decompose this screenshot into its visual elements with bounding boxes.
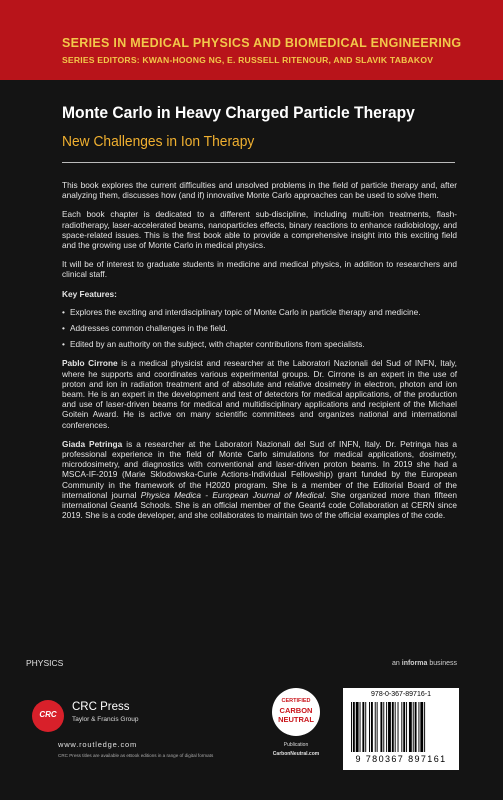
crc-logo-text: CRC — [39, 710, 57, 719]
key-features-list — [62, 307, 457, 350]
cn-publication: Publication — [283, 742, 309, 748]
key-feature-item: • Edited by an authority on the subject, with chapter contributions from specialists. — [62, 339, 457, 349]
author-bio-text: is a medical physicist and researcher at the Laboratori Nazionali del Sud of INFN, Italy, where he supports and coordinates various experimental groups. Dr. Cirrone is an expert in the use of proton and ion in radiation treatment and of absolute and relative dosimetry in electron, photon and ion beam. He is an expert in the development and test of detectors for medical applications, of the production and use of laser-driven beams for medical and multidisciplinary applications and recipient of the Michael Goitein Award. He is active on many scientific committees and organizes national and international conferences. — [62, 358, 457, 430]
subject-category: PHYSICS — [26, 658, 64, 668]
author-bio-text: is a researcher at the Laboratori Nazionali del Sud of INFN, Italy. Dr. Petringa has a professional experience in the field of Monte Carlo simulations for medical applications, dosimetry, microdosimetry, and diagnostics with conventional and laser-driven proton beams. In 2019 she had a MSCA-IF-2019 (Marie Sklodowska-Curie Actions-Individual Fellowship) grant funded by the European Community in the framework of the H2020 program. She is a member of the Editorial Board of the international journal — [62, 438, 458, 500]
title-divider — [62, 162, 455, 163]
publisher-group: Taylor & Francis Group — [72, 716, 139, 723]
author-bio-cirrone — [62, 358, 457, 429]
key-feature-item: • Addresses common challenges in the field. — [62, 323, 457, 333]
series-editors: SERIES EDITORS: KWAN-HOONG NG, E. RUSSELL RITENOUR, AND SLAVIK TABAKOV — [62, 55, 434, 65]
informa-tagline — [392, 660, 457, 667]
blurb-paragraph: This book explores the current difficulties and unsolved problems in the field of particle therapy and, after analyzing them, discusses how (and if) innovative Monte Carlo approaches can be used to solve them. — [62, 180, 457, 201]
informa-prefix: an — [392, 660, 402, 667]
cn-neutral: NEUTRAL — [278, 715, 314, 724]
author-bio-petringa — [62, 439, 457, 521]
crc-press-logo-icon — [32, 700, 64, 732]
informa-brand: informa — [401, 660, 428, 667]
publisher-website: www.routledge.com — [58, 740, 138, 749]
series-title: SERIES IN MEDICAL PHYSICS AND BIOMEDICAL ENGINEERING — [62, 36, 462, 50]
blurb-paragraph: It will be of interest to graduate students in medicine and medical physics, in addition to researchers and clinical staff. — [62, 259, 457, 280]
cn-certified: CERTIFIED — [281, 698, 311, 704]
series-band — [0, 0, 503, 80]
publisher-name: CRC Press — [72, 701, 130, 713]
cn-carbon: CARBON — [279, 706, 313, 715]
carbon-neutral-badge-icon — [268, 688, 324, 738]
journal-name: Physica Medica - European Journal of Medical — [140, 489, 325, 500]
author-name: Pablo Cirrone — [62, 358, 118, 369]
book-title: Monte Carlo in Heavy Charged Particle Therapy — [62, 103, 415, 122]
book-subtitle: New Challenges in Ion Therapy — [62, 133, 255, 150]
key-feature-item: • Explores the exciting and interdisciplinary topic of Monte Carlo in particle therapy and medicine. — [62, 307, 457, 317]
cn-url: CarbonNeutral.com — [272, 751, 320, 757]
informa-suffix: business — [427, 660, 457, 667]
blurb-paragraph: Each book chapter is dedicated to a different sub-discipline, including multi-ion treatments, flash-radiotherapy, laser-accelerated beams, nanoparticles effects, binary reactions to enhance radiobiology, and space-related issues. This is the first book able to provide a comprehensive insight into this exciting field and the growing use of Monte Carlo in medical physics. — [62, 209, 457, 251]
isbn-digits: 9 780367 897161 — [355, 754, 447, 764]
author-bio-text: . She organized more than fifteen international Geant4 Schools. She is an official member of the Geant4 code Collaboration at CERN since 2019. She is a code developer, and she collaborates to maintain two of the official examples of the code. — [62, 489, 457, 521]
author-name: Giada Petringa — [62, 438, 123, 449]
key-features-heading: Key Features: — [62, 288, 117, 299]
barcode-bars-icon — [351, 702, 451, 752]
isbn-barcode — [343, 688, 459, 770]
ebook-note: CRC Press titles are available as eBook editions in a range of digital formats — [58, 753, 214, 758]
blurb — [62, 180, 457, 529]
isbn-number: 978-0-367-89716-1 — [371, 691, 431, 698]
